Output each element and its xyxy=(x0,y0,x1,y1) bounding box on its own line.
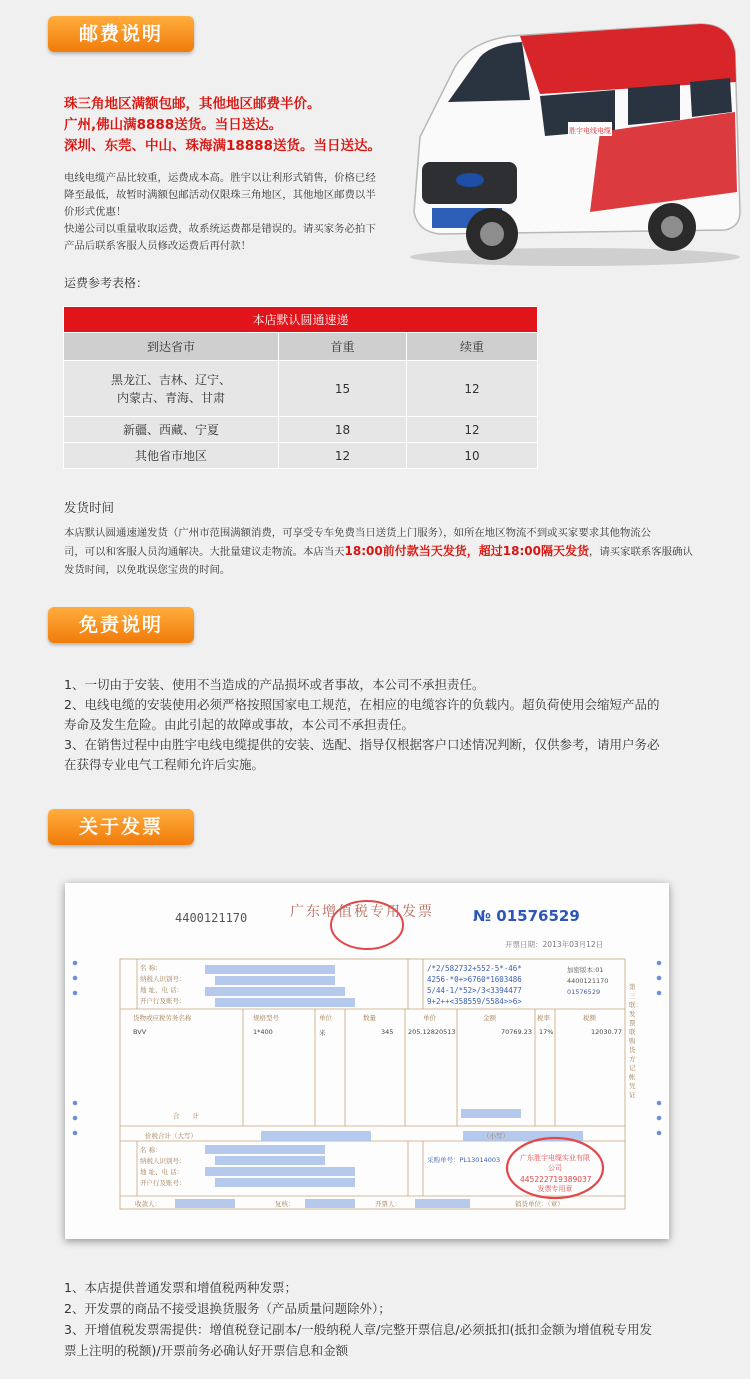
postage-red-line-2: 广州,佛山满8888送货。当日送达。 xyxy=(64,117,283,133)
invoice-date: 开票日期：2013年03月12日 xyxy=(505,940,604,949)
invoice-cipher: /*2/582732+552-5*-46* 4256-*0+>6760*1603486 5/44-1/*52>/3<3394477 9+2++<358559/5584>>6> xyxy=(427,964,522,1006)
shipping-description: 本店默认圆通速递发货（广州市范围满额消费，可享受专车免费当日送货上门服务），如所在地区物流不到或买家要求其他物流公 司，可以和客服人员沟通解决。大批量建议走物流。本店当天18:00前付款当天发货，超过18:00隔天发货，请买家联系客服确认 发货时间，以免耽误您宝贵的时间。 xyxy=(64,527,693,576)
invoice-title: 广东增值税专用发票 xyxy=(290,904,434,920)
fee-table-caption: 本店默认圆通速递 xyxy=(64,307,538,333)
table-row: 黑龙江、吉林、辽宁、 内蒙古、青海、甘肃 15 12 xyxy=(64,361,538,417)
postage-red-line-1: 珠三角地区满额包邮，其他地区邮费半价。 xyxy=(64,96,321,112)
invoice-small-label: （小写） xyxy=(483,1132,509,1140)
fee-table xyxy=(63,306,538,469)
postage-red-line-3: 深圳、东莞、中山、珠海满18888送货。当日送达。 xyxy=(64,138,381,154)
invoice-code-box: 加密版本:01 4400121170 01576529 xyxy=(567,966,609,996)
seller-labels: 名 称： 纳税人识别号： 地 址、电 话： 开户行及账号： xyxy=(140,1146,186,1187)
buyer-labels: 名 称： 纳税人识别号： 地 址、电 话： 开户行及账号： xyxy=(140,964,186,1005)
invoice-number: № 01576529 xyxy=(473,907,580,925)
disclaimer-text: 1、一切由于安装、使用不当造成的产品损坏或者事故，本公司不承担责任。 2、电线电缆的安装使用必须严格按照国家电工规范，在相应的电缆容许的负载内。超负荷使用会缩短产品的 寿命及发生危险。由此引起的故障或事故，本公司不承担责任。 3、在销售过程中由胜宇电线电缆提供的安装、选配、指导仅根据客户口述情况判断，仅供参考，请用户务必 在获得专业电气工程师允许后实施。 xyxy=(64,677,660,772)
invoice-seal: 广东胜宇电缆实业有限公司 445222719389037 发票专用章 xyxy=(520,1154,592,1193)
van-label: 胜宇电线电缆 xyxy=(569,127,611,135)
invoice-badge: 关于发票 xyxy=(48,809,194,845)
table-row: 其他省市地区 12 10 xyxy=(64,443,538,469)
postage-description: 电线电缆产品比较重，运费成本高。胜宇以让利形式销售，价格已经 降至最低，故暂时满额包邮活动仅限珠三角地区，其他地区邮费以半 价形式优惠！ 快递公司以重量收取运费，故系统运费都是错误的。请买家务必拍下 产品后联系客服人员修改运费后再付款！ xyxy=(64,172,376,252)
table-row: 新疆、西藏、宁夏 18 12 xyxy=(64,417,538,443)
disclaimer-badge: 免责说明 xyxy=(48,607,194,643)
invoice-total-label: 合 计 xyxy=(173,1112,199,1120)
invoice-side-text: 第三联：发票联 购货方记帐凭证 xyxy=(629,983,642,1099)
postage-badge: 邮费说明 xyxy=(48,16,194,52)
invoice-code: 4400121170 xyxy=(175,911,248,925)
shipping-title: 发货时间 xyxy=(64,500,115,515)
invoice-image: 4400121170 广东增值税专用发票 № 01576529 开票日期：2013年03月12日 名 称： 纳税人识别号： 地 址、电 话： 开户行及账号： /*2/582732+552-5*-46* 4256-*0+>6760*1603486 5/44-1/*52>/3<3394477 9+2++<358559/5584>>6> 加密版本:01 4400121170 01576529 货物或应税劳务名称 规格型号 单位 数量 单价 金额 税率 税额 BVV 1*400 米 345 205.12820513 70769.23 17% 12030.77 合 计 价税合计（大写） （小写） 名 称： 纳税人识别号： 地 址、电 话： 开户行及账号： 采购单号：PL13014003 广东胜宇电缆实业有限公司 445222719389037 发票专用章 收款人： 复核： 开票人： 销货单位：（章） 第三联：发票联 购货方记帐凭证 xyxy=(65,883,669,1239)
invoice-total-tax-label: 价税合计（大写） xyxy=(145,1132,197,1140)
invoice-remark: 采购单号：PL13014003 xyxy=(427,1156,501,1164)
invoice-notes: 1、本店提供普通发票和增值税两种发票； 2、开发票的商品不接受退换货服务（产品质量问题除外）； 3、开增值税发票需提供：增值税登记副本/一般纳税人章/完整开票信息/必须抵扣(抵扣金额为增值税专用发 票上注明的税额)/开票前务必确认好开票信息和金额 xyxy=(64,1280,652,1358)
fee-table-header-row: 到达省市 首重 续重 xyxy=(64,333,538,361)
fee-table-heading: 运费参考表格： xyxy=(64,276,149,290)
delivery-van-image xyxy=(400,12,745,270)
